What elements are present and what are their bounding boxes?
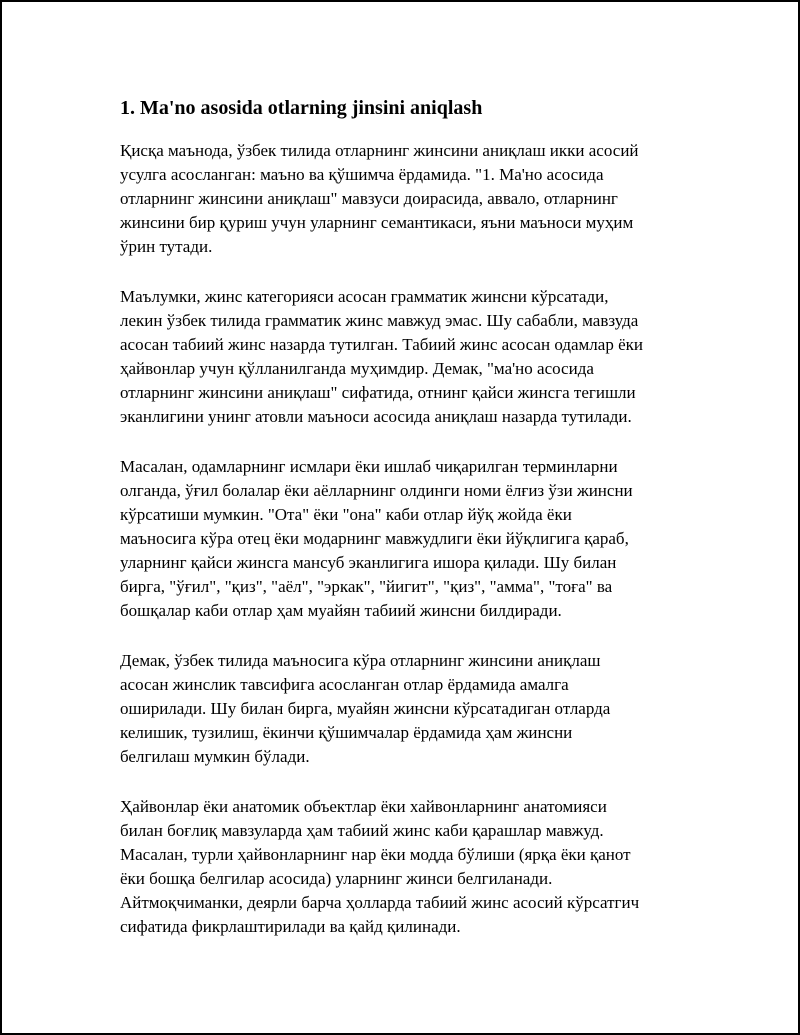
text-line: билан боғлиқ мавзуларда ҳам табиий жинс каби қарашлар мавжуд. [120,821,604,840]
document-title: 1. Ma'no asosida otlarning jinsini aniqlash [120,97,483,119]
paragraph-list [120,139,690,939]
text-line: Айтмоқчиманки, деярли барча ҳолларда табиий жинс асосий кўрсатгич [120,893,640,912]
text-line: келишик, тузилиш, ёкинчи қўшимчалар ёрдамида ҳам жинсни [120,723,573,742]
text-line: кўрсатиши мумкин. "Ота" ёки "она" каби отлар йўқ жойда ёки [120,505,572,524]
text-line: сифатида фикрлаштирилади ва қайд қилинади. [120,917,461,936]
text-line: ўрин тутади. [120,237,213,256]
text-line: эканлигини унинг атовли маъноси асосида аниқлаш назарда тутилади. [120,407,632,426]
paragraph-1 [120,139,690,259]
text-line: ҳайвонлар учун қўлланилганда муҳимдир. Демак, "ма'но асосида [120,359,594,378]
text-line: белгилаш мумкин бўлади. [120,747,310,766]
text-line: Маълумки, жинс категорияси асосан грамматик жинсни кўрсатади, [120,287,609,306]
text-line: отларнинг жинсини аниқлаш" мавзуси доирасида, аввало, отларнинг [120,189,618,208]
text-line: асосан жинслик тавсифига асосланган отлар ёрдамида амалга [120,675,569,694]
text-line: Демак, ўзбек тилида маъносига кўра отларнинг жинсини аниқлаш [120,651,601,670]
text-line: лекин ўзбек тилида грамматик жинс мавжуд эмас. Шу сабабли, мавзуда [120,311,639,330]
text-line: ёки бошқа белгилар асосида) уларнинг жинси белгиланади. [120,869,553,888]
text-line: Масалан, турли ҳайвонларнинг нар ёки модда бўлиши (ярқа ёки қанот [120,845,631,864]
text-line: усулга асосланган: маъно ва қўшимча ёрдамида. "1. Ма'но асосида [120,165,604,184]
text-line: бирга, "ўғил", "қиз", "аёл", "эркак", "йигит", "қиз", "амма", "тоға" ва [120,577,613,596]
paragraph-4 [120,649,690,769]
text-line: олганда, ўғил болалар ёки аёлларнинг олдинги номи ёлғиз ўзи жинсни [120,481,633,500]
text-line: маъносига кўра отец ёки модарнинг мавжудлиги ёки йўқлигига қараб, [120,529,629,548]
text-line: бошқалар каби отлар ҳам муайян табиий жинсни билдиради. [120,601,562,620]
text-line: Қисқа маънода, ўзбек тилида отларнинг жинсини аниқлаш икки асосий [120,141,639,160]
text-line: Ҳайвонлар ёки анатомик объектлар ёки хайвонларнинг анатомияси [120,797,607,816]
text-line: отларнинг жинсини аниқлаш" сифатида, отнинг қайси жинсга тегишли [120,383,636,402]
text-line: асосан табиий жинс назарда тутилган. Табиий жинс асосан одамлар ёки [120,335,643,354]
text-line: Масалан, одамларнинг исмлари ёки ишлаб чиқарилган терминларни [120,457,618,476]
paragraph-5 [120,795,690,939]
paragraph-3 [120,455,690,623]
text-line: уларнинг қайси жинсга мансуб эканлигига ишора қилади. Шу билан [120,553,617,572]
document-body [120,95,690,965]
paragraph-2 [120,285,690,429]
text-line: оширилади. Шу билан бирга, муайян жинсни кўрсатадиган отларда [120,699,611,718]
text-line: жинсини бир қуриш учун уларнинг семантикаси, яъни маъноси муҳим [120,213,634,232]
